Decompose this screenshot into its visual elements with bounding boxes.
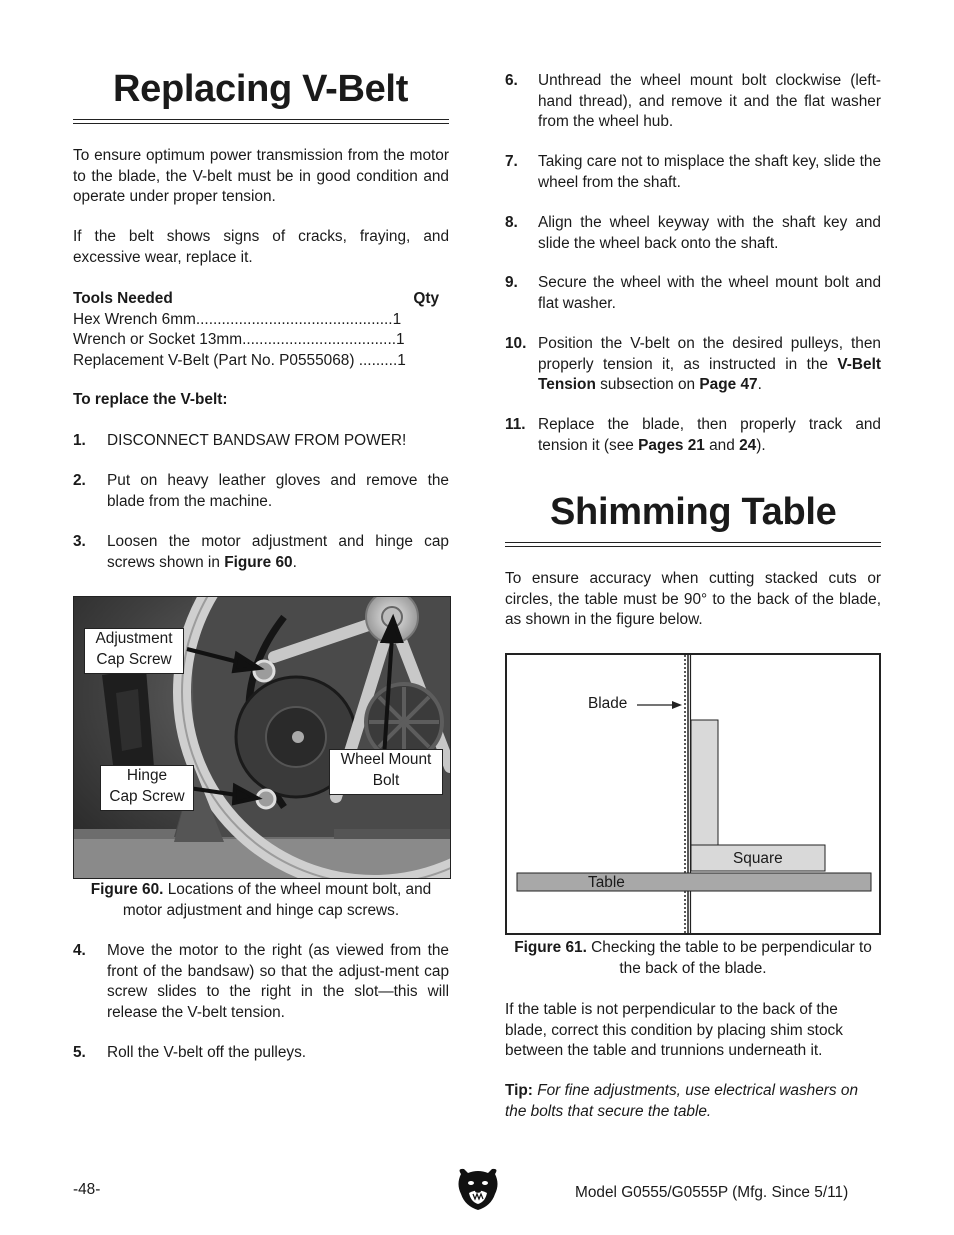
blade-square-table-drawing [507,655,879,933]
step-text: Secure the wheel with the wheel mount bolt and flat washer. [538,274,881,312]
step-8 [505,213,881,255]
page-reference: 24 [739,436,757,454]
tool-row [73,330,445,351]
model-info: Model G0555/G0555P (Mfg. Since 5/11) [575,1184,849,1201]
step-1 [73,431,449,452]
step-3 [73,532,449,574]
adjustment-cap-screw-label: Adjustment Cap Screw [84,628,184,674]
page-reference: Page 47 [699,376,758,394]
tip-label: Tip: [505,1082,533,1099]
step-text: Roll the V-belt off the pulleys. [107,1044,307,1061]
tool-name: Hex Wrench 6mm [73,310,196,328]
step-7 [505,152,881,194]
tool-name: Replacement V-Belt (Part No. P0555068) [73,351,355,369]
step-number: 7. [505,153,518,170]
tool-qty: 1 [397,351,406,369]
figure-60-photo [73,596,451,879]
figure-61-diagram [505,653,881,935]
step-5 [73,1043,449,1064]
tool-name: Wrench or Socket 13mm [73,331,243,348]
step-text: Position the V-belt on the desired pulleys, then properly tension it, as instructed in the V-Belt Tension subsection on Page 47. [538,335,881,394]
step-number: 5. [73,1044,86,1061]
procedure-heading: To replace the V-belt: [73,391,228,408]
qty-header: Qty [413,290,439,307]
step-number: 6. [505,72,518,89]
replace-condition-paragraph: If the belt shows signs of cracks, fraying, and excessive wear, replace it. [73,228,449,266]
table-label: Table [588,874,625,891]
tool-dots: .............................................. [195,310,393,328]
tool-qty: 1 [396,331,405,348]
step-text: DISCONNECT BANDSAW FROM POWER! [107,432,407,449]
shimming-intro: To ensure accuracy when cutting stacked cuts or circles, the table must be 90° to the back of the blade, as shown in the figure below. [505,570,881,629]
figure-reference: Figure 60 [224,553,293,571]
bear-head-icon [455,1166,501,1212]
title-shimming-table: Shimming Table [550,491,837,533]
step-6 [505,71,881,134]
title-replacing-v-belt: Replacing V-Belt [113,68,409,110]
blade-label: Blade [588,695,628,712]
step-text: Align the wheel keyway with the shaft key and slide the wheel back onto the shaft. [538,214,881,252]
step-number: 8. [505,214,518,231]
page-number: -48- [73,1181,101,1198]
square-label: Square [733,850,783,867]
tool-row [73,351,445,372]
step-number: 9. [505,274,518,291]
step-text: Put on heavy leather gloves and remove the blade from the machine. [107,472,449,510]
step-4 [73,941,449,1025]
step-text: Replace the blade, then properly track and tension it (see Pages 21 and 24). [538,416,881,454]
subsection-reference: V-Belt Tension [538,355,881,394]
figure-60-caption: Figure 60. Locations of the wheel mount bolt, and motor adjustment and hinge cap screws. [90,881,432,919]
step-11 [505,415,881,457]
tip-text: For fine adjustments, use electrical washers on the bolts that secure the table. [505,1082,858,1120]
step-text: Taking care not to misplace the shaft key, slide the wheel from the shaft. [538,153,881,191]
shim-instruction-paragraph: If the table is not perpendicular to the back of the blade, correct this condition by placing shim stock between the table and trunnions underneath it. [505,1001,843,1060]
figure-61-caption: Figure 61. Checking the table to be perpendicular to the back of the blade. [514,939,872,977]
tool-dots: ......... [354,351,398,369]
title-rule [505,542,881,547]
title-rule [73,119,449,124]
step-number: 1. [73,432,86,449]
step-text: Unthread the wheel mount bolt clockwise (left-hand thread), and remove it and the flat washer from the wheel hub. [538,72,881,131]
tools-header-row [73,289,445,310]
tool-row [73,310,445,331]
tip-paragraph [505,1081,881,1122]
step-9 [505,273,881,315]
tool-dots: .................................... [242,331,397,348]
step-number: 4. [73,942,86,959]
tools-header: Tools Needed [73,290,173,307]
tools-needed-table [73,289,449,379]
intro-paragraph: To ensure optimum power transmission from the motor to the blade, the V-belt must be in good condition and operate under proper tension. [73,147,449,206]
step-2 [73,471,449,513]
step-number: 2. [73,472,86,489]
step-text: Move the motor to the right (as viewed from the front of the bandsaw) so that the adjust-ment cap screw slides to the right in the slot—this will release the V-belt tension. [107,942,449,1021]
step-text: Loosen the motor adjustment and hinge cap screws shown in Figure 60. [107,533,449,571]
step-10 [505,334,881,397]
step-number: 10. [505,335,527,352]
hinge-cap-screw-label: Hinge Cap Screw [100,765,194,811]
wheel-mount-bolt-label: Wheel Mount Bolt [329,749,443,795]
step-number: 3. [73,533,86,550]
step-number: 11. [505,416,526,433]
tool-qty: 1 [392,310,402,328]
page-reference: Pages 21 [638,436,705,454]
